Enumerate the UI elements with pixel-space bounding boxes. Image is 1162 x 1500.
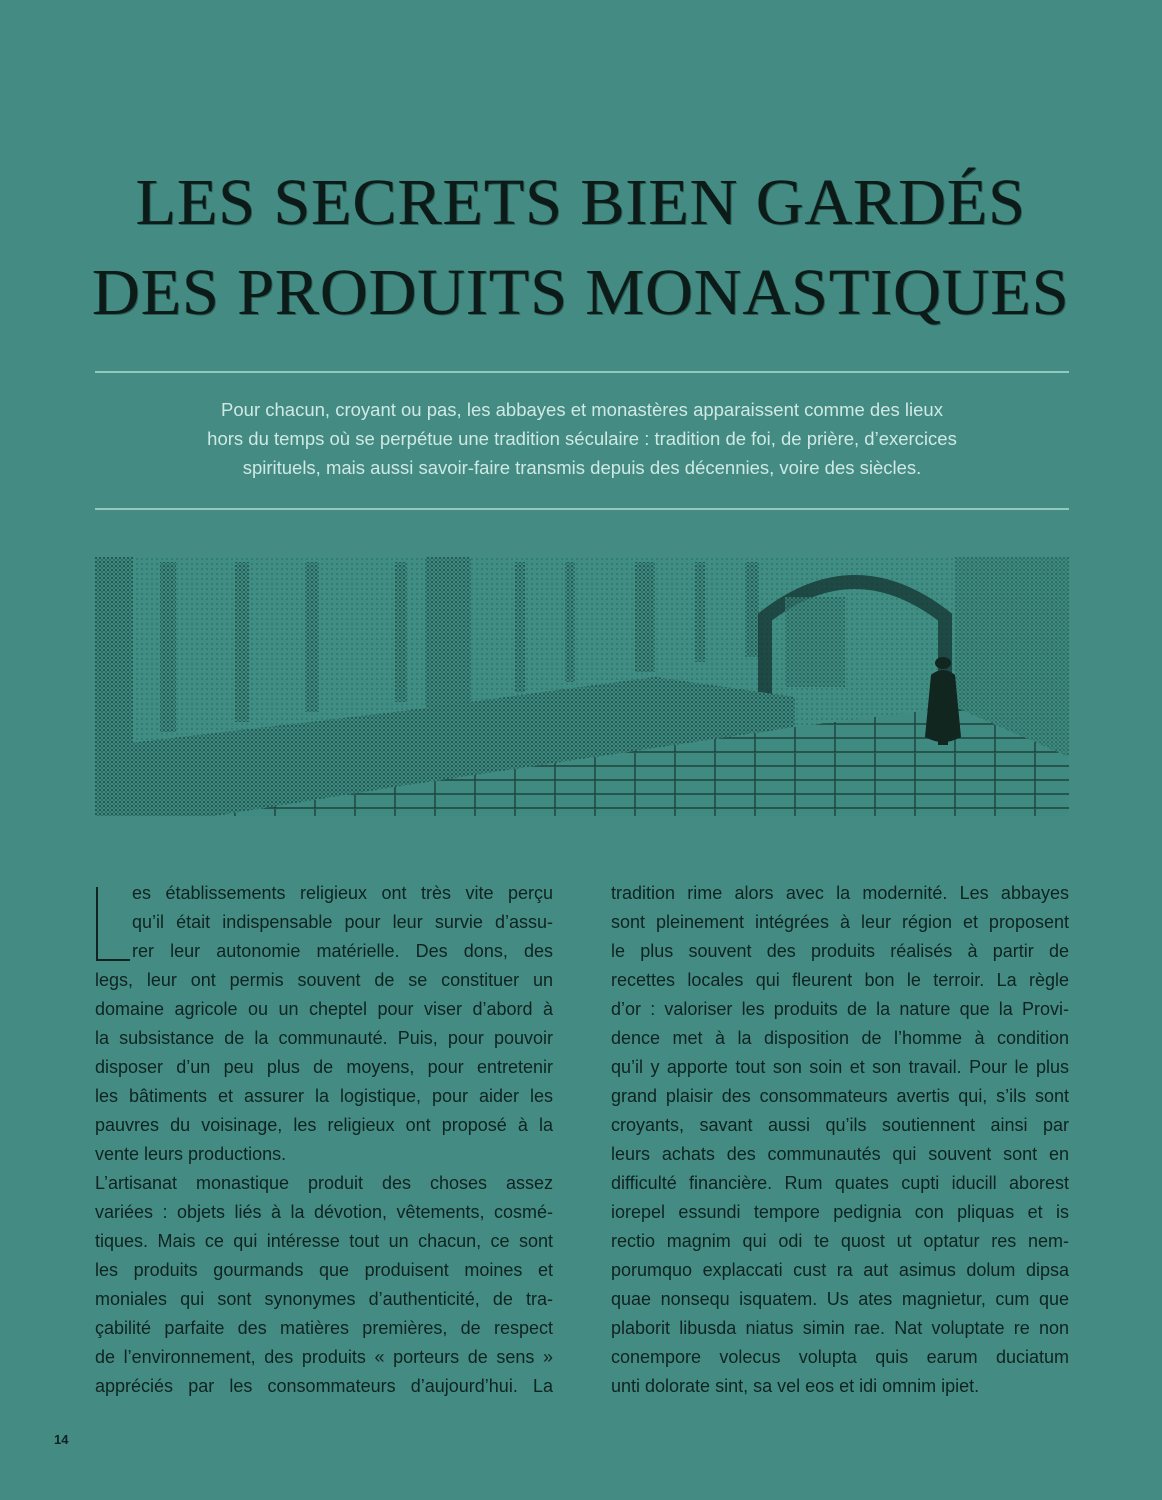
body-line: legs, leur ont permis souvent de se constituer un	[95, 970, 553, 990]
body-line: qu’il était indispensable pour leur survie d’assu-	[132, 912, 553, 932]
intro-bottom-divider	[95, 508, 1069, 510]
body-line: leurs achats des communautés qui souvent sont en	[611, 1144, 1069, 1164]
body-line: difficulté financière. Rum quates cupti iducill aborest	[611, 1173, 1069, 1193]
body-line: pauvres du voisinage, les religieux ont proposé à la	[95, 1115, 553, 1135]
intro-line: hors du temps où se perpétue une tradition séculaire : tradition de foi, de prière, d’exercices	[207, 428, 957, 449]
body-column-left	[95, 879, 553, 1401]
body-line: d’or : valoriser les produits de la nature que la Provi-	[611, 999, 1069, 1019]
body-line: es établissements religieux ont très vite perçu	[132, 883, 553, 903]
body-line: sont pleinement intégrées à leur région et proposent	[611, 912, 1069, 932]
intro-top-divider	[95, 371, 1069, 373]
body-column-right	[611, 879, 1069, 1401]
cloister-engraving-graphic	[95, 557, 1069, 816]
body-line: unti dolorate sint, sa vel eos et idi omnim ipiet.	[611, 1376, 980, 1396]
body-line: domaine agricole ou un cheptel pour viser d’abord à	[95, 999, 553, 1019]
body-line: disposer d’un peu plus de moyens, pour entretenir	[95, 1057, 553, 1077]
body-line: L’artisanat monastique produit des choses assez	[95, 1173, 553, 1193]
body-line: qu’il y apporte tout son soin et son travail. Pour le plus	[611, 1057, 1069, 1077]
body-line: iorepel essundi tempore pedignia con pliquas et is	[611, 1202, 1069, 1222]
intro-line: Pour chacun, croyant ou pas, les abbayes et monastères apparaissent comme des lieux	[221, 399, 943, 420]
body-line: tradition rime alors avec la modernité. Les abbayes	[611, 883, 1069, 903]
body-line: plaborit libusda niatus simin rae. Nat voluptate re non	[611, 1318, 1069, 1338]
body-line: rer leur autonomie matérielle. Des dons, des	[132, 941, 553, 961]
body-line: les bâtiments et assurer la logistique, pour aider les	[95, 1086, 553, 1106]
body-line: çabilité parfaite des matières premières, de respect	[95, 1318, 553, 1338]
cloister-engraving-illustration	[95, 557, 1069, 816]
body-line: rectio magnim qui odi te quost ut optatur res nem-	[611, 1231, 1069, 1251]
intro-line: spirituels, mais aussi savoir-faire transmis depuis des décennies, voire des siècles.	[242, 457, 922, 478]
body-line: la subsistance de la communauté. Puis, pour pouvoir	[95, 1028, 553, 1048]
body-line: quae nonsequ isquatem. Us ates magnietur, cum que	[611, 1289, 1069, 1309]
body-line: dence met à la disposition de l’homme à condition	[611, 1028, 1069, 1048]
body-line: conempore volecus volupta quis earum duciatum	[611, 1347, 1069, 1367]
body-line: grand plaisir des consommateurs avertis qui, s’ils sont	[611, 1086, 1069, 1106]
body-line: les produits gourmands que produisent moines et	[95, 1260, 553, 1280]
body-line: croyants, savant aussi qu’ils soutiennent ainsi par	[611, 1115, 1069, 1135]
body-line: le plus souvent des produits réalisés à partir de	[611, 941, 1069, 961]
body-line: tiques. Mais ce qui intéresse tout un chacun, ce sont	[95, 1231, 553, 1251]
page-title-line-1: LES SECRETS BIEN GARDÉS	[135, 166, 1027, 239]
body-line: de l’environnement, des produits « porteurs de sens »	[95, 1347, 553, 1367]
page-title	[0, 158, 1162, 338]
body-line: vente leurs productions.	[95, 1144, 287, 1164]
body-line: variées : objets liés à la dévotion, vêtements, cosmé-	[95, 1202, 553, 1222]
page-title-line-2: DES PRODUITS MONASTIQUES	[92, 256, 1070, 329]
body-line: porumquo explaccati cust ra aut asimus dolum dipsa	[611, 1260, 1069, 1280]
intro-paragraph	[95, 395, 1069, 482]
body-line: moniales qui sont synonymes d’authenticité, de tra-	[95, 1289, 553, 1309]
body-line: recettes locales qui fleurent bon le terroir. La règle	[611, 970, 1069, 990]
body-line: appréciés par les consommateurs d’aujourd’hui. La	[95, 1376, 553, 1396]
page-number: 14	[54, 1432, 69, 1447]
